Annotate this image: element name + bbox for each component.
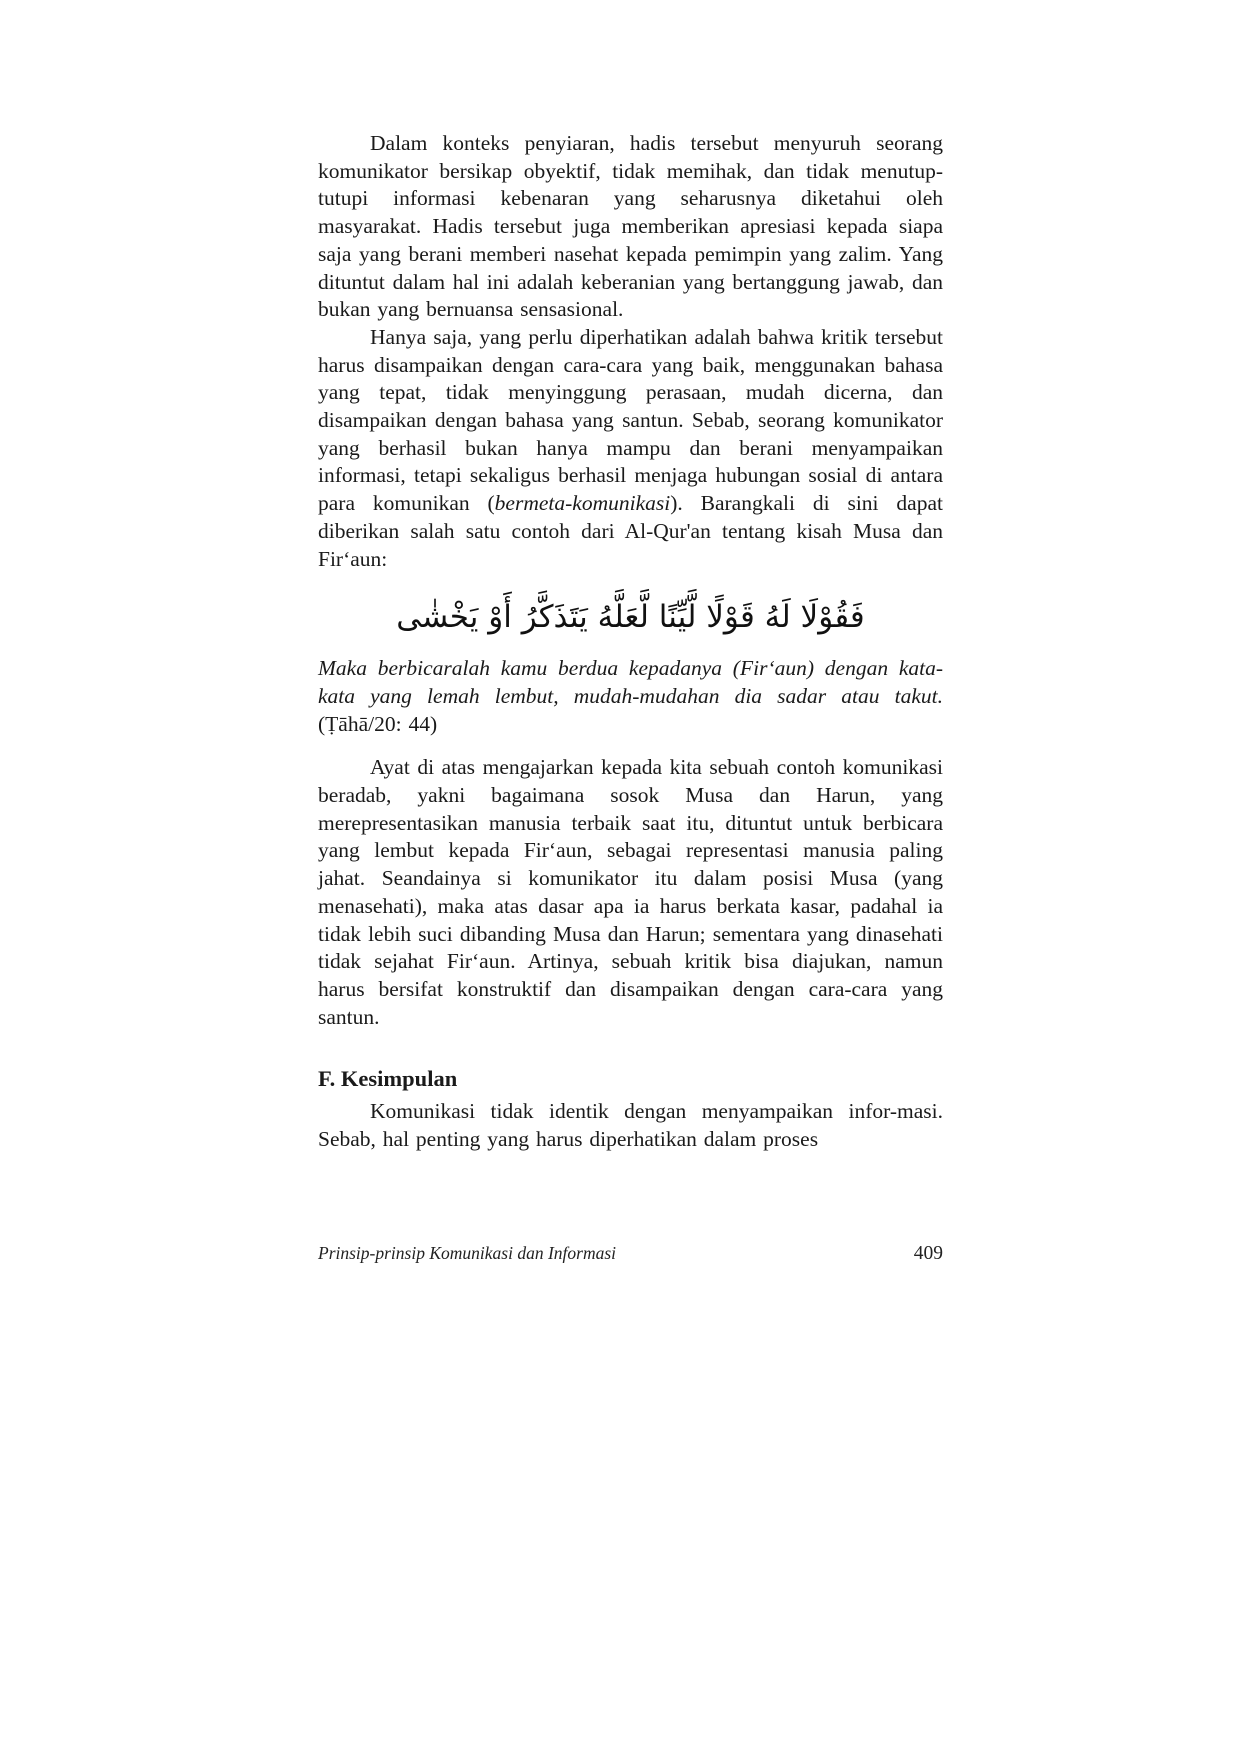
running-footer-title: Prinsip-prinsip Komunikasi dan Informasi <box>318 1243 617 1263</box>
paragraph-ayat-di-atas: Ayat di atas mengajarkan kepada kita sebuah contoh komunikasi beradab, yakni bagaimana sosok Musa dan Harun, yang merepresentasikan manusia terbaik saat itu, dituntut untuk berbicara yang lembut kepada Fir‘aun, sebagai representasi manusia paling jahat. Seandainya si komunikator itu dalam posisi Musa (yang menasehati), maka atas dasar apa ia harus berkata kasar, padahal ia tidak lebih suci dibanding Musa dan Harun; sementara yang dinasehati tidak sejahat Fir‘aun. Artinya, sebuah kritik bisa diajukan, namun harus bersifat konstruktif dan disampaikan dengan cara-cara yang santun. <box>318 755 943 1029</box>
italic-term-bermetakomunikasi: bermeta-komunikasi <box>494 491 671 516</box>
arabic-quran-verse: فَقُوْلَا لَهُ قَوْلًا لَّيِّنًا لَّعَلَّهُ يَتَذَكَّرُ أَوْ يَخْشٰى <box>396 599 865 636</box>
paragraph-text-after: ). Barangkali di sini dapat diberikan salah satu contoh dari Al-Qur'an tentang kisah Musa dan Fir‘aun: <box>318 491 943 571</box>
paragraph-text-before: Hanya saja, yang perlu diperhatikan adalah bahwa kritik tersebut harus disampaikan dengan cara-cara yang baik, menggunakan bahasa yang tepat, tidak menyinggung perasaan, mudah dicerna, dan disampaikan dengan bahasa yang santun. Sebab, seorang komunikator yang berhasil bukan hanya mampu dan berani menyampaikan informasi, tetapi sekaligus berhasil menjaga hubungan sosial di antara para komunikan ( <box>318 324 943 516</box>
text-column <box>318 130 943 1154</box>
page-footer <box>318 1243 943 1265</box>
translation-italic-text: Maka berbicaralah kamu berdua kepadanya (Fir‘aun) dengan kata-kata yang lemah lembut, mudah-mudahan dia sadar atau takut. <box>318 656 943 708</box>
section-heading-kesimpulan: F. Kesimpulan <box>318 1066 458 1092</box>
page-number: 409 <box>913 1243 943 1264</box>
paragraph-dalam-konteks: Dalam konteks penyiaran, hadis tersebut menyuruh seorang komunikator bersikap obyektif, tidak memihak, dan tidak menutup-tutupi informasi kebenaran yang seharusnya diketahui oleh masyarakat. Hadis tersebut juga memberikan apresiasi kepada siapa saja yang berani memberi nasehat kepada pemimpin yang zalim. Yang dituntut dalam hal ini adalah keberanian yang bertanggung jawab, dan bukan yang bernuansa sensasional. <box>318 131 943 322</box>
verse-reference: (Ṭāhā/20: 44) <box>318 711 438 736</box>
paragraph-komunikasi-tidak-identik: Komunikasi tidak identik dengan menyampaikan infor-masi. Sebab, hal penting yang harus diperhatikan dalam proses <box>318 1099 943 1152</box>
paragraph-hanya-saja <box>318 324 943 573</box>
verse-translation <box>318 655 943 738</box>
